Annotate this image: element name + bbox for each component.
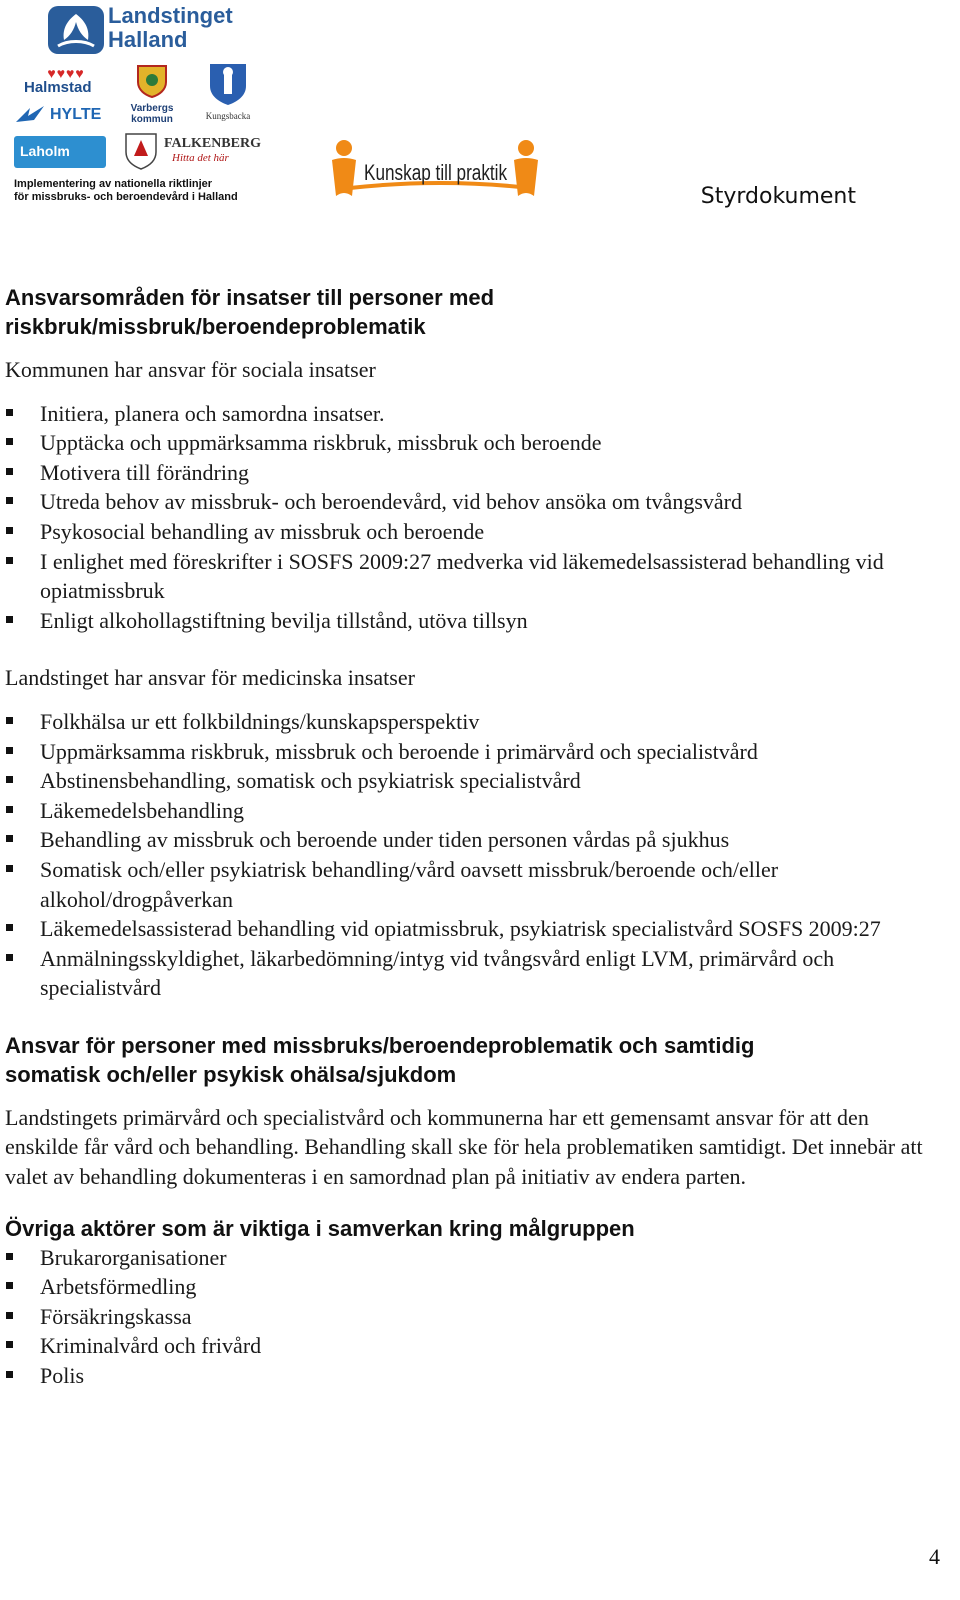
- list-item: Kriminalvård och frivård: [5, 1331, 945, 1361]
- kunskap-till-praktik-logo: Kunskap till praktik: [330, 138, 550, 200]
- section-heading-responsibilities: Ansvarsområden för insatser till personer med riskbruk/missbruk/beroendeproblematik: [5, 285, 495, 339]
- laholm-logo: Laholm: [14, 136, 110, 170]
- list-item: Abstinensbehandling, somatisk och psykiatrisk specialistvård: [5, 766, 945, 796]
- hylte-wing-icon: [14, 104, 48, 126]
- page-number: 4: [929, 1544, 940, 1569]
- list-item: Initiera, planera och samordna insatser.: [5, 399, 945, 429]
- list-item: Arbetsförmedling: [5, 1272, 945, 1302]
- kungsbacka-shield-icon: [206, 62, 250, 106]
- landstinget-emblem-icon: [48, 6, 104, 54]
- list-item: Upptäcka och uppmärksamma riskbruk, missbruk och beroende: [5, 428, 945, 458]
- falkenberg-shield-icon: [124, 132, 158, 170]
- landsting-intro: Landstinget har ansvar för medicinska insatser: [5, 665, 415, 691]
- comorbidity-paragraph: Landstingets primärvård och specialistvård och kommunerna har ett gemensamt ansvar för att den enskilde får vård och behandling. Behandling skall ske för hela problematiken samtidigt. Det innebär att valet av behandling dokumenteras i en samordnad plan på initiativ av endera parten.: [5, 1104, 923, 1190]
- section-heading-other-actors: Övriga aktörer som är viktiga i samverkan kring målgruppen: [5, 1215, 635, 1241]
- falkenberg-logo: FALKENBERG Hitta det här: [124, 132, 274, 176]
- hearts-icon: ♥♥♥♥: [47, 65, 85, 81]
- list-item: Enligt alkohollagstiftning bevilja tillstånd, utöva tillsyn: [5, 606, 945, 636]
- implementation-caption: Implementering av nationella riktlinjer för missbruks- och beroendevård i Halland: [14, 178, 238, 203]
- document-type-label: Styrdokument: [700, 184, 856, 209]
- kommun-intro: Kommunen har ansvar för sociala insatser: [5, 357, 376, 382]
- list-item: Försäkringskassa: [5, 1302, 945, 1332]
- varberg-shield-icon: [135, 64, 169, 98]
- list-item: Anmälningsskyldighet, läkarbedömning/intyg vid tvångsvård enligt LVM, primärvård och specialistvård: [5, 944, 945, 1003]
- list-item: Läkemedelsbehandling: [5, 796, 945, 826]
- section-heading-comorbidity: Ansvar för personer med missbruks/beroendeproblematik och samtidig somatisk och/eller psykisk ohälsa/sjukdom: [5, 1032, 755, 1087]
- list-item: Polis: [5, 1361, 945, 1391]
- list-item: I enlighet med föreskrifter i SOSFS 2009:27 medverka vid läkemedelsassisterad behandling vid opiatmissbruk: [5, 547, 945, 606]
- kommun-list: [5, 399, 945, 636]
- list-item: Läkemedelsassisterad behandling vid opiatmissbruk, psykiatrisk specialistvård SOSFS 2009:27: [5, 914, 945, 944]
- list-item: Motivera till förändring: [5, 458, 945, 488]
- landstinget-halland-logo: [48, 4, 248, 56]
- halmstad-logo: ♥♥♥♥ Halmstad: [24, 66, 108, 98]
- hylte-logo: HYLTE: [14, 104, 114, 126]
- page-header: [0, 0, 960, 230]
- list-item: Psykosocial behandling av missbruk och beroende: [5, 517, 945, 547]
- list-item: Brukarorganisationer: [5, 1243, 945, 1273]
- other-actors-list: [5, 1243, 945, 1391]
- list-item: Behandling av missbruk och beroende under tiden personen vårdas på sjukhus: [5, 825, 945, 855]
- kungsbacka-logo: Kungsbacka: [200, 62, 256, 122]
- document-body: [5, 283, 945, 1391]
- list-item: Uppmärksamma riskbruk, missbruk och beroende i primärvård och specialistvård: [5, 737, 945, 767]
- varberg-logo: Varbergs kommun: [124, 64, 180, 122]
- list-item: Folkhälsa ur ett folkbildnings/kunskapsperspektiv: [5, 707, 945, 737]
- list-item: Utreda behov av missbruk- och beroendevård, vid behov ansöka om tvångsvård: [5, 487, 945, 517]
- list-item: Somatisk och/eller psykiatrisk behandling/vård oavsett missbruk/beroende och/eller alkohol/drogpåverkan: [5, 855, 945, 914]
- landstinget-wordmark: Landstinget Halland: [108, 3, 233, 52]
- landsting-list: [5, 707, 945, 1003]
